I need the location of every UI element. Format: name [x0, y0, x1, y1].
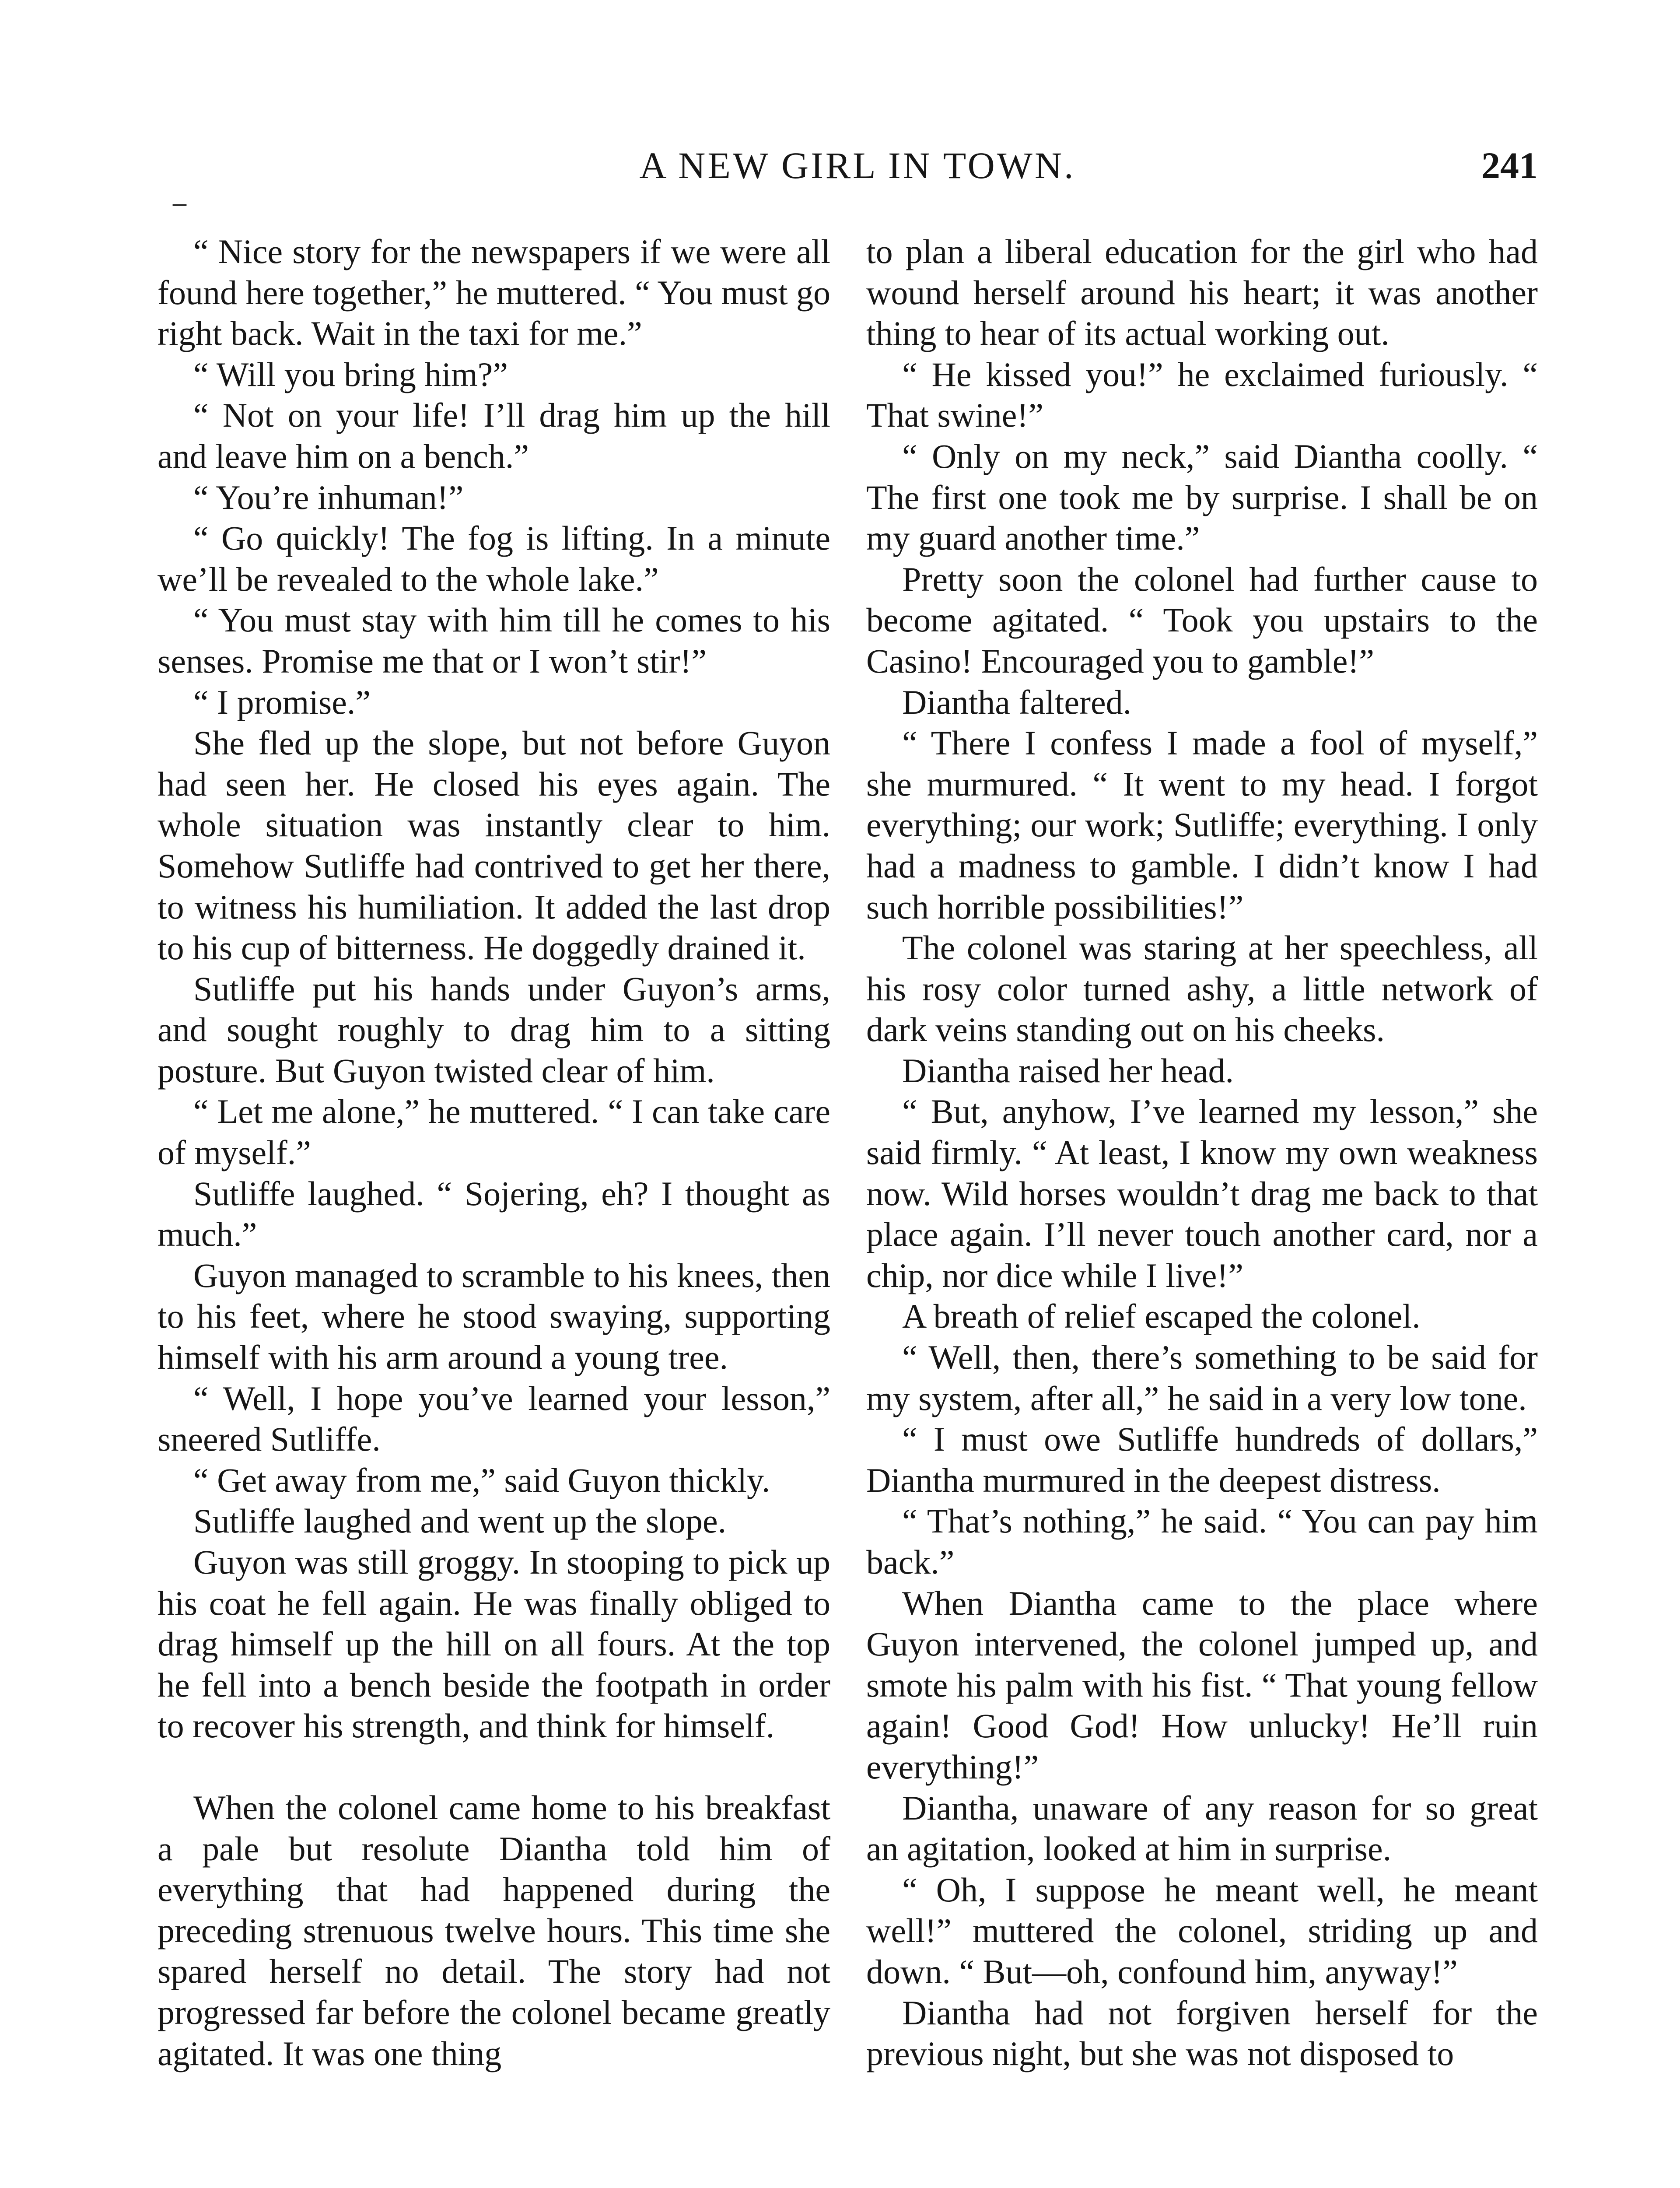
paragraph: “ But, anyhow, I’ve learned my lesson,” she said firmly. “ At least, I know my own weakness now. Wild horses wouldn’t drag me back to that place again. I’ll never touch another card, nor a chip, nor dice while I live!” [866, 1092, 1538, 1294]
paragraph: Diantha had not forgiven herself for the previous night, but she was not disposed to [866, 1993, 1538, 2073]
right-column [866, 231, 1538, 2074]
header-mark: – [173, 188, 186, 217]
paragraph: “ Nice story for the newspapers if we were all found here together,” he muttered. “ You must go right back. Wait in the taxi for me.” [158, 232, 830, 353]
paragraph: Pretty soon the colonel had further cause to become agitated. “ Took you upstairs to the Casino! Encouraged you to gamble!” [866, 560, 1538, 680]
paragraph: “ Let me alone,” he muttered. “ I can take care of myself.” [158, 1092, 830, 1172]
paragraph: “ Well, then, there’s something to be said for my system, after all,” he said in a very low tone. [866, 1338, 1538, 1417]
paragraph: “ Get away from me,” said Guyon thickly. [193, 1461, 770, 1499]
paragraph: “ That’s nothing,” he said. “ You can pay him back.” [866, 1502, 1538, 1581]
paragraph: “ You’re inhuman!” [193, 478, 464, 516]
paragraph: “ I must owe Sutliffe hundreds of dollars,” Diantha murmured in the deepest distress. [866, 1420, 1538, 1499]
paragraph: “ I promise.” [193, 683, 371, 721]
running-head: A NEW GIRL IN TOWN. [639, 144, 1076, 186]
paragraph: Sutliffe put his hands under Guyon’s arms, and sought roughly to drag him to a sitting posture. But Guyon twisted clear of him. [158, 969, 830, 1090]
paragraph: Diantha raised her head. [902, 1051, 1234, 1090]
section-start-paragraph: When the colonel came home to his breakfast a pale but resolute Diantha told him of everything that had happened during the preceding strenuous twelve hours. This time she spared herself no detail. The story had not progressed far before the colonel became greatly agitated. It was one thing [158, 1788, 830, 2072]
paragraph: “ Only on my neck,” said Diantha coolly. “ The first one took me by surprise. I shall be on my guard another time.” [866, 437, 1538, 558]
paragraph: Diantha, unaware of any reason for so great an agitation, looked at him in surprise. [866, 1788, 1538, 1868]
paragraph-continuation: to plan a liberal education for the girl who had wound herself around his heart; it was another thing to hear of its actual working out. [866, 232, 1538, 353]
paragraph: “ Not on your life! I’ll drag him up the hill and leave him on a bench.” [158, 396, 830, 475]
paragraph: “ He kissed you!” he exclaimed furiously. “ That swine!” [866, 355, 1538, 435]
paragraph: The colonel was staring at her speechless, all his rosy color turned ashy, a little network of dark veins standing out on his cheeks. [866, 929, 1538, 1049]
paragraph: “ There I confess I made a fool of myself,” she murmured. “ It went to my head. I forgot everything; our work; Sutliffe; everything. I only had a madness to gamble. I didn’t know I had such horrible possibilities!” [866, 724, 1538, 926]
paragraph: When Diantha came to the place where Guyon intervened, the colonel jumped up, and smote his palm with his fist. “ That young fellow again! Good God! How unlucky! He’ll ruin everything!” [866, 1584, 1538, 1786]
paragraph: Diantha faltered. [902, 683, 1132, 721]
paragraph: Guyon was still groggy. In stooping to pick up his coat he fell again. He was finally obliged to drag himself up the hill on all fours. At the top he fell into a bench beside the footpath in order to recover his strength, and think for himself. [158, 1543, 830, 1745]
page-number: 241 [1481, 144, 1538, 186]
paragraph: Sutliffe laughed and went up the slope. [193, 1502, 727, 1540]
paragraph: “ Go quickly! The fog is lifting. In a minute we’ll be revealed to the whole lake.” [158, 519, 830, 598]
left-column [158, 231, 830, 2074]
paragraph: Sutliffe laughed. “ Sojering, eh? I thought as much.” [158, 1174, 830, 1254]
paragraph: Guyon managed to scramble to his knees, then to his feet, where he stood swaying, supporting himself with his arm around a young tree. [158, 1256, 830, 1377]
paragraph: A breath of relief escaped the colonel. [902, 1297, 1421, 1336]
paragraph: “ You must stay with him till he comes to his senses. Promise me that or I won’t stir!” [158, 601, 830, 680]
paragraph: “ Oh, I suppose he meant well, he meant well!” muttered the colonel, striding up and down. “ But—oh, confound him, anyway!” [866, 1870, 1538, 1991]
paragraph: “ Will you bring him?” [193, 355, 508, 393]
paragraph: She fled up the slope, but not before Guyon had seen her. He closed his eyes again. The whole situation was instantly clear to him. Somehow Sutliffe had contrived to get her there, to witness his humiliation. It added the last drop to his cup of bitterness. He doggedly drained it. [158, 724, 830, 967]
paragraph: “ Well, I hope you’ve learned your lesson,” sneered Sutliffe. [158, 1379, 830, 1459]
